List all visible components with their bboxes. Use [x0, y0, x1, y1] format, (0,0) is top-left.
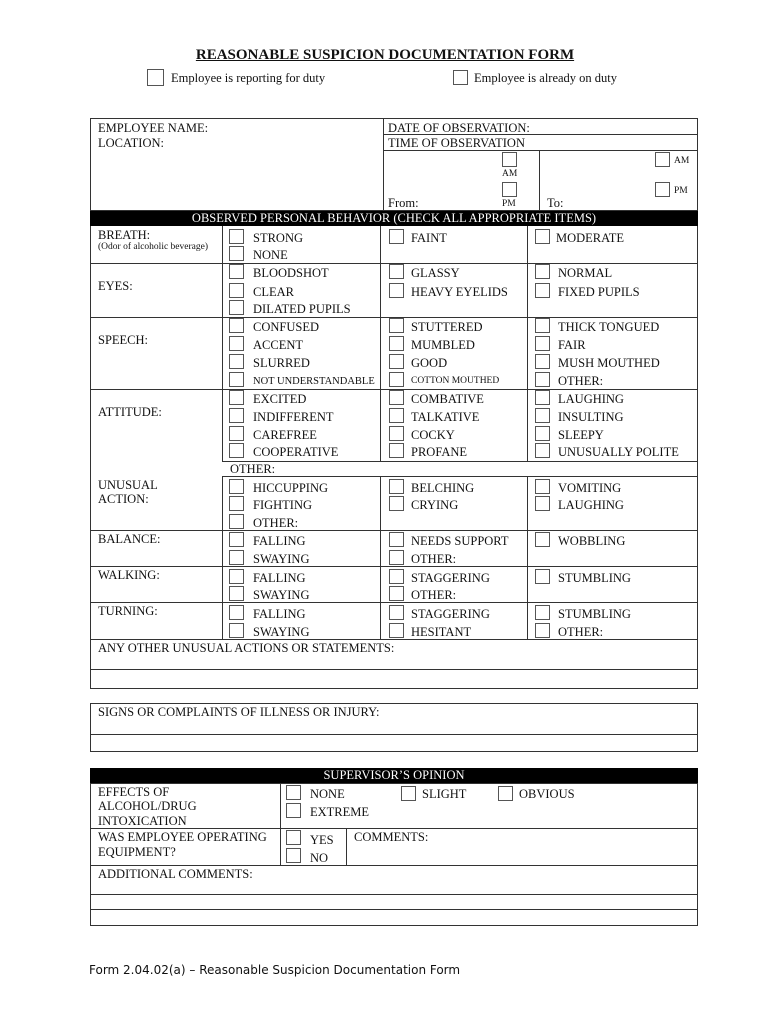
from-label: From:: [388, 196, 419, 210]
attitude-label: ATTITUDE:: [98, 405, 162, 419]
grid-label-divider-bottom: [222, 476, 223, 639]
attitude-carefree-label: CAREFREE: [253, 428, 317, 442]
attitude-laughing-checkbox[interactable]: [535, 390, 550, 405]
turning-staggering-label: STAGGERING: [411, 607, 490, 621]
breath-none-checkbox[interactable]: [229, 246, 244, 261]
speech-mush-mouthed-label: MUSH MOUTHED: [558, 356, 660, 370]
attitude-sleepy-label: SLEEPY: [558, 428, 604, 442]
to-am-label: AM: [674, 156, 690, 166]
attitude-indifferent-label: INDIFFERENT: [253, 410, 334, 424]
additional-divider: [90, 865, 698, 866]
unusual-laughing-label: LAUGHING: [558, 498, 624, 512]
turning-falling-label: FALLING: [253, 607, 306, 621]
from-am-label: AM: [502, 169, 518, 179]
effects-label-2: ALCOHOL/DRUG: [98, 799, 197, 813]
time-divider: [539, 150, 540, 211]
balance-other-checkbox[interactable]: [389, 550, 404, 565]
effects-label-1: EFFECTS OF: [98, 785, 170, 799]
equipment-yes-checkbox[interactable]: [286, 830, 301, 845]
equipment-divider: [346, 828, 347, 865]
eyes-glassy-checkbox[interactable]: [389, 264, 404, 279]
eyes-bloodshot-checkbox[interactable]: [229, 264, 244, 279]
unusual-hiccupping-label: HICCUPPING: [253, 481, 329, 495]
time-of-observation-label: TIME OF OBSERVATION: [388, 136, 525, 150]
attitude-combative-label: COMBATIVE: [411, 392, 484, 406]
attitude-talkative-checkbox[interactable]: [389, 408, 404, 423]
speech-mush-mouthed-checkbox[interactable]: [535, 354, 550, 369]
attitude-talkative-label: TALKATIVE: [411, 410, 480, 424]
grid-col-divider-2-bottom: [527, 476, 528, 639]
equipment-yes-label: YES: [310, 833, 334, 847]
illness-line: [90, 734, 698, 735]
attitude-cocky-checkbox[interactable]: [389, 426, 404, 441]
attitude-unusually-polite-checkbox[interactable]: [535, 443, 550, 458]
form-footer: Form 2.04.02(a) – Reasonable Suspicion Documentation Form: [89, 963, 461, 977]
attitude-cooperative-label: COOPERATIVE: [253, 445, 339, 459]
attitude-cocky-label: COCKY: [411, 428, 455, 442]
from-am-checkbox[interactable]: [502, 152, 517, 167]
attitude-combative-checkbox[interactable]: [389, 390, 404, 405]
row-divider-attitude: [222, 461, 698, 462]
to-pm-label: PM: [674, 186, 688, 196]
already-on-duty-label: Employee is already on duty: [474, 71, 618, 85]
eyes-heavy-eyelids-checkbox[interactable]: [389, 283, 404, 298]
unusual-belching-label: BELCHING: [411, 481, 475, 495]
grid-label-divider-top: [222, 226, 223, 461]
speech-fair-checkbox[interactable]: [535, 336, 550, 351]
attitude-excited-label: EXCITED: [253, 392, 307, 406]
breath-moderate-label: MODERATE: [556, 231, 625, 245]
opinion-heading: SUPERVISOR’S OPINION: [90, 768, 698, 783]
comments-label: COMMENTS:: [354, 830, 429, 844]
speech-label: SPEECH:: [98, 333, 149, 347]
already-on-duty-checkbox[interactable]: [453, 70, 468, 85]
unusual-belching-checkbox[interactable]: [389, 479, 404, 494]
row-divider-attitude-other: [222, 476, 698, 477]
balance-needs-support-checkbox[interactable]: [389, 532, 404, 547]
speech-not-understandable-checkbox[interactable]: [229, 372, 244, 387]
row-divider-walking: [90, 602, 698, 603]
turning-label: TURNING:: [98, 604, 158, 618]
turning-staggering-checkbox[interactable]: [389, 605, 404, 620]
speech-slurred-checkbox[interactable]: [229, 354, 244, 369]
grid-col-divider-2-top: [527, 226, 528, 461]
reporting-for-duty-checkbox[interactable]: [147, 69, 164, 86]
attitude-carefree-checkbox[interactable]: [229, 426, 244, 441]
turning-hesitant-checkbox[interactable]: [389, 623, 404, 638]
speech-cotton-mouthed-checkbox[interactable]: [389, 372, 404, 387]
speech-cotton-mouthed-label: COTTON MOUTHED: [411, 376, 500, 386]
breath-moderate-checkbox[interactable]: [535, 229, 550, 244]
equipment-no-label: NO: [310, 851, 329, 865]
unusual-fighting-label: FIGHTING: [253, 498, 313, 512]
reporting-for-duty-label: Employee is reporting for duty: [171, 71, 326, 85]
breath-strong-label: STRONG: [253, 231, 304, 245]
balance-wobbling-checkbox[interactable]: [535, 532, 550, 547]
eyes-dilated-checkbox[interactable]: [229, 300, 244, 315]
effects-none-label: NONE: [310, 787, 345, 801]
walking-stumbling-label: STUMBLING: [558, 571, 631, 585]
unusual-action-label-2: ACTION:: [98, 492, 149, 506]
additional-line-2: [90, 909, 698, 910]
opinion-label-divider: [280, 783, 281, 865]
unusual-vomiting-checkbox[interactable]: [535, 479, 550, 494]
speech-stuttered-checkbox[interactable]: [389, 318, 404, 333]
additional-comments-label: ADDITIONAL COMMENTS:: [98, 867, 253, 881]
other-actions-label: ANY OTHER UNUSUAL ACTIONS OR STATEMENTS:: [98, 641, 395, 655]
speech-confused-label: CONFUSED: [253, 320, 319, 334]
date-of-observation-label: DATE OF OBSERVATION:: [388, 121, 530, 135]
walking-falling-checkbox[interactable]: [229, 569, 244, 584]
speech-mumbled-checkbox[interactable]: [389, 336, 404, 351]
attitude-insulting-checkbox[interactable]: [535, 408, 550, 423]
attitude-sleepy-checkbox[interactable]: [535, 426, 550, 441]
unusual-other-checkbox[interactable]: [229, 514, 244, 529]
grid-right-border: [697, 226, 698, 639]
speech-good-label: GOOD: [411, 356, 448, 370]
walking-other-checkbox[interactable]: [389, 586, 404, 601]
illness-label: SIGNS OR COMPLAINTS OF ILLNESS OR INJURY:: [98, 705, 380, 719]
attitude-profane-label: PROFANE: [411, 445, 468, 459]
attitude-other-label: OTHER:: [230, 462, 276, 476]
attitude-unusually-polite-label: UNUSUALLY POLITE: [558, 445, 679, 459]
effects-extreme-label: EXTREME: [310, 805, 370, 819]
equipment-label-1: WAS EMPLOYEE OPERATING: [98, 830, 267, 844]
effects-obvious-label: OBVIOUS: [519, 787, 575, 801]
eyes-bloodshot-label: BLOODSHOT: [253, 266, 329, 280]
turning-other-label: OTHER:: [558, 625, 604, 639]
to-pm-checkbox[interactable]: [655, 182, 670, 197]
effects-label-3: INTOXICATION: [98, 814, 187, 828]
breath-strong-checkbox[interactable]: [229, 229, 244, 244]
eyes-fixed-pupils-label: FIXED PUPILS: [558, 285, 640, 299]
breath-label: BREATH:: [98, 228, 151, 242]
unusual-hiccupping-checkbox[interactable]: [229, 479, 244, 494]
opinion-row-divider: [90, 828, 698, 829]
unusual-vomiting-label: VOMITING: [558, 481, 622, 495]
speech-stuttered-label: STUTTERED: [411, 320, 483, 334]
balance-swaying-checkbox[interactable]: [229, 550, 244, 565]
eyes-clear-checkbox[interactable]: [229, 283, 244, 298]
effects-extreme-checkbox[interactable]: [286, 803, 301, 818]
walking-swaying-checkbox[interactable]: [229, 586, 244, 601]
unusual-other-label: OTHER:: [253, 516, 299, 530]
eyes-dilated-label: DILATED PUPILS: [253, 302, 351, 316]
balance-falling-label: FALLING: [253, 534, 306, 548]
other-actions-line: [90, 669, 698, 670]
eyes-clear-label: CLEAR: [253, 285, 294, 299]
turning-stumbling-label: STUMBLING: [558, 607, 631, 621]
employee-name-label: EMPLOYEE NAME:: [98, 121, 209, 135]
balance-swaying-label: SWAYING: [253, 552, 310, 566]
speech-fair-label: FAIR: [558, 338, 586, 352]
grid-col-divider-1-top: [380, 226, 381, 461]
eyes-label: EYES:: [98, 279, 133, 293]
attitude-excited-checkbox[interactable]: [229, 390, 244, 405]
row-divider-unusual: [90, 530, 698, 531]
turning-falling-checkbox[interactable]: [229, 605, 244, 620]
equipment-label-2: EQUIPMENT?: [98, 845, 176, 859]
effects-none-checkbox[interactable]: [286, 785, 301, 800]
effects-obvious-checkbox[interactable]: [498, 786, 513, 801]
equipment-no-checkbox[interactable]: [286, 848, 301, 863]
walking-swaying-label: SWAYING: [253, 588, 310, 602]
speech-confused-checkbox[interactable]: [229, 318, 244, 333]
turning-hesitant-label: HESITANT: [411, 625, 472, 639]
from-pm-checkbox[interactable]: [502, 182, 517, 197]
eyes-normal-label: NORMAL: [558, 266, 613, 280]
attitude-indifferent-checkbox[interactable]: [229, 408, 244, 423]
attitude-cooperative-checkbox[interactable]: [229, 443, 244, 458]
walking-falling-label: FALLING: [253, 571, 306, 585]
speech-mumbled-label: MUMBLED: [411, 338, 475, 352]
effects-slight-checkbox[interactable]: [401, 786, 416, 801]
unusual-laughing-checkbox[interactable]: [535, 496, 550, 511]
walking-label: WALKING:: [98, 568, 160, 582]
eyes-glassy-label: GLASSY: [411, 266, 460, 280]
speech-good-checkbox[interactable]: [389, 354, 404, 369]
balance-wobbling-label: WOBBLING: [558, 534, 626, 548]
walking-stumbling-checkbox[interactable]: [535, 569, 550, 584]
speech-accent-label: ACCENT: [253, 338, 303, 352]
walking-other-label: OTHER:: [411, 588, 457, 602]
turning-other-checkbox[interactable]: [535, 623, 550, 638]
unusual-crying-checkbox[interactable]: [389, 496, 404, 511]
additional-line-1: [90, 894, 698, 895]
form-title: REASONABLE SUSPICION DOCUMENTATION FORM: [195, 47, 575, 63]
balance-other-label: OTHER:: [411, 552, 457, 566]
info-divider-h2: [383, 150, 698, 151]
row-divider-balance: [90, 566, 698, 567]
speech-not-understandable-label: NOT UNDERSTANDABLE: [253, 376, 375, 387]
eyes-normal-checkbox[interactable]: [535, 264, 550, 279]
location-label: LOCATION:: [98, 136, 164, 150]
breath-sublabel: (Odor of alcoholic beverage): [98, 242, 208, 252]
eyes-fixed-pupils-checkbox[interactable]: [535, 283, 550, 298]
effects-slight-label: SLIGHT: [422, 787, 467, 801]
from-pm-label: PM: [502, 199, 516, 209]
balance-needs-support-label: NEEDS SUPPORT: [411, 534, 509, 548]
breath-none-label: NONE: [253, 248, 288, 262]
balance-falling-checkbox[interactable]: [229, 532, 244, 547]
walking-staggering-checkbox[interactable]: [389, 569, 404, 584]
to-label: To:: [547, 196, 564, 210]
speech-other-checkbox[interactable]: [535, 372, 550, 387]
grid-col-divider-1-bottom: [380, 476, 381, 639]
speech-accent-checkbox[interactable]: [229, 336, 244, 351]
eyes-heavy-eyelids-label: HEAVY EYELIDS: [411, 285, 508, 299]
turning-swaying-label: SWAYING: [253, 625, 310, 639]
speech-other-label: OTHER:: [558, 374, 604, 388]
attitude-profane-checkbox[interactable]: [389, 443, 404, 458]
to-am-checkbox[interactable]: [655, 152, 670, 167]
breath-faint-label: FAINT: [411, 231, 447, 245]
turning-swaying-checkbox[interactable]: [229, 623, 244, 638]
turning-stumbling-checkbox[interactable]: [535, 605, 550, 620]
attitude-laughing-label: LAUGHING: [558, 392, 624, 406]
speech-slurred-label: SLURRED: [253, 356, 310, 370]
walking-staggering-label: STAGGERING: [411, 571, 490, 585]
speech-thick-tongued-checkbox[interactable]: [535, 318, 550, 333]
unusual-crying-label: CRYING: [411, 498, 459, 512]
unusual-fighting-checkbox[interactable]: [229, 496, 244, 511]
speech-thick-tongued-label: THICK TONGUED: [558, 320, 660, 334]
balance-label: BALANCE:: [98, 532, 161, 546]
unusual-action-label-1: UNUSUAL: [98, 478, 158, 492]
info-divider: [383, 118, 384, 211]
attitude-insulting-label: INSULTING: [558, 410, 624, 424]
grid-left-border: [90, 226, 91, 639]
breath-faint-checkbox[interactable]: [389, 229, 404, 244]
behavior-heading: OBSERVED PERSONAL BEHAVIOR (CHECK ALL APPROPRIATE ITEMS): [90, 211, 698, 226]
